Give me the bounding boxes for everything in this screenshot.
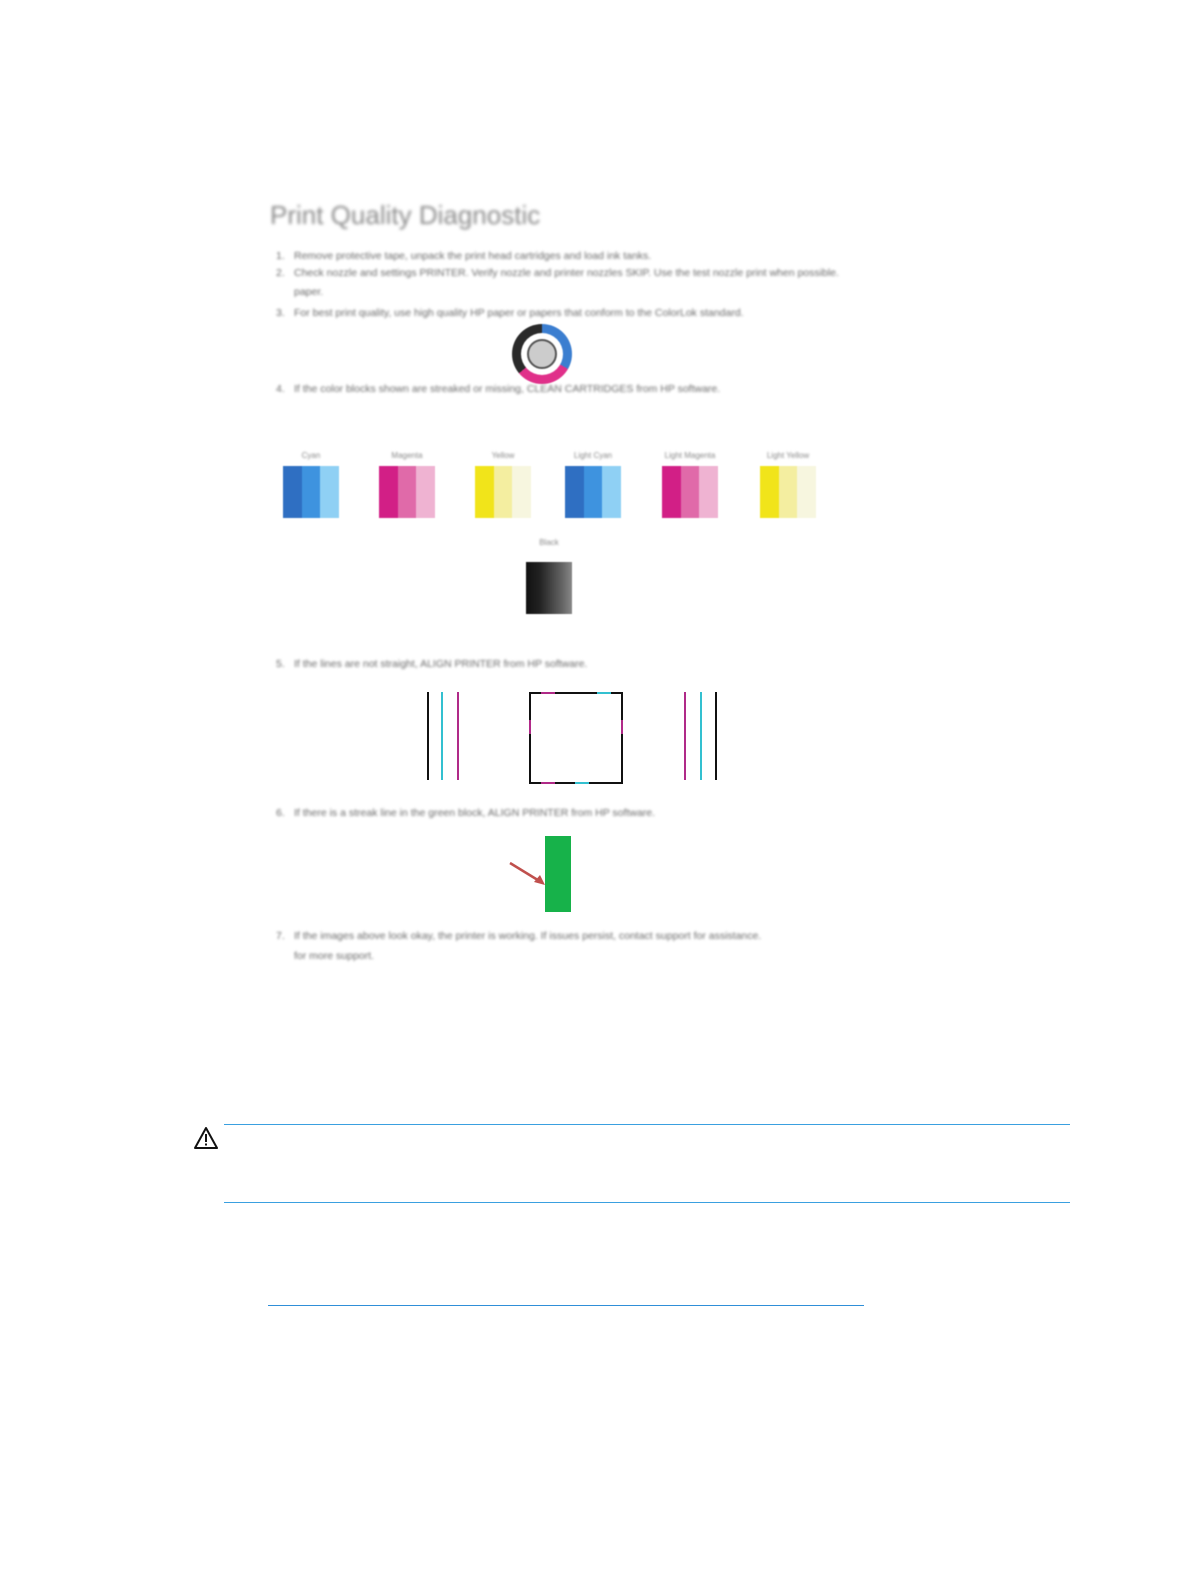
- red-arrow-icon: [508, 860, 548, 890]
- step-number: 7.: [276, 930, 285, 942]
- swatch-label-light-cyan: Light Cyan: [573, 451, 613, 460]
- step-number: 3.: [276, 307, 285, 319]
- report-step-7-wrap: for more support.: [294, 950, 374, 962]
- colorlok-logo: [512, 324, 572, 384]
- swatch-label-magenta: Magenta: [391, 451, 423, 460]
- warning-triangle-icon: [193, 1126, 219, 1150]
- report-step-4: [276, 383, 720, 395]
- swatch-yellow: [475, 466, 531, 518]
- report-step-7: [276, 930, 761, 942]
- alignment-line-cyan: [700, 692, 702, 780]
- alignment-line-cyan: [441, 692, 443, 780]
- step-text: Check nozzle and settings PRINTER. Verify nozzle and printer nozzles SKIP. Use the test nozzle print when possible.: [294, 267, 839, 279]
- swatch-light-yellow: [760, 466, 816, 518]
- swatch-light-magenta: [662, 466, 718, 518]
- warning-bottom-rule: [224, 1202, 1070, 1203]
- swatch-label-yellow: Yellow: [491, 451, 515, 460]
- alignment-box: [529, 692, 623, 784]
- swatch-label-light-magenta: Light Magenta: [664, 451, 716, 460]
- hyperlink-underline[interactable]: [268, 1305, 864, 1306]
- step-text: If the lines are not straight, ALIGN PRINTER from HP software.: [294, 658, 588, 670]
- alignment-line-magenta: [457, 692, 459, 780]
- warning-top-rule: [224, 1124, 1070, 1125]
- step-text: If there is a streak line in the green block, ALIGN PRINTER from HP software.: [294, 807, 656, 819]
- report-title: Print Quality Diagnostic: [270, 200, 541, 230]
- alignment-line-black: [715, 692, 717, 780]
- swatch-light-cyan: [565, 466, 621, 518]
- swatch-label-light-yellow: Light Yellow: [766, 451, 810, 460]
- alignment-line-magenta: [684, 692, 686, 780]
- step-number: 6.: [276, 807, 285, 819]
- step-number: 4.: [276, 383, 285, 395]
- report-step-5: [276, 658, 587, 670]
- report-step-3: [276, 307, 744, 319]
- step-number: 2.: [276, 267, 285, 279]
- step-text: For best print quality, use high quality HP paper or papers that conform to the ColorLok standard.: [294, 307, 744, 319]
- step-number: 5.: [276, 658, 285, 670]
- step-text: If the images above look okay, the printer is working. If issues persist, contact support for assistance.: [294, 930, 762, 942]
- swatch-black: [526, 562, 572, 614]
- swatch-label-black: Black: [539, 538, 559, 547]
- alignment-line-black: [427, 692, 429, 780]
- report-step-6: [276, 807, 655, 819]
- step-text: Remove protective tape, unpack the print head cartridges and load ink tanks.: [294, 250, 652, 262]
- swatch-label-cyan: Cyan: [301, 451, 321, 460]
- green-test-block: [545, 836, 571, 912]
- swatch-cyan: [283, 466, 339, 518]
- report-step-2-wrap: paper.: [294, 286, 324, 298]
- swatch-magenta: [379, 466, 435, 518]
- step-text: If the color blocks shown are streaked or missing, CLEAN CARTRIDGES from HP software.: [294, 383, 721, 395]
- report-step-2: [276, 267, 839, 279]
- step-number: 1.: [276, 250, 285, 262]
- report-step-1: [276, 250, 651, 262]
